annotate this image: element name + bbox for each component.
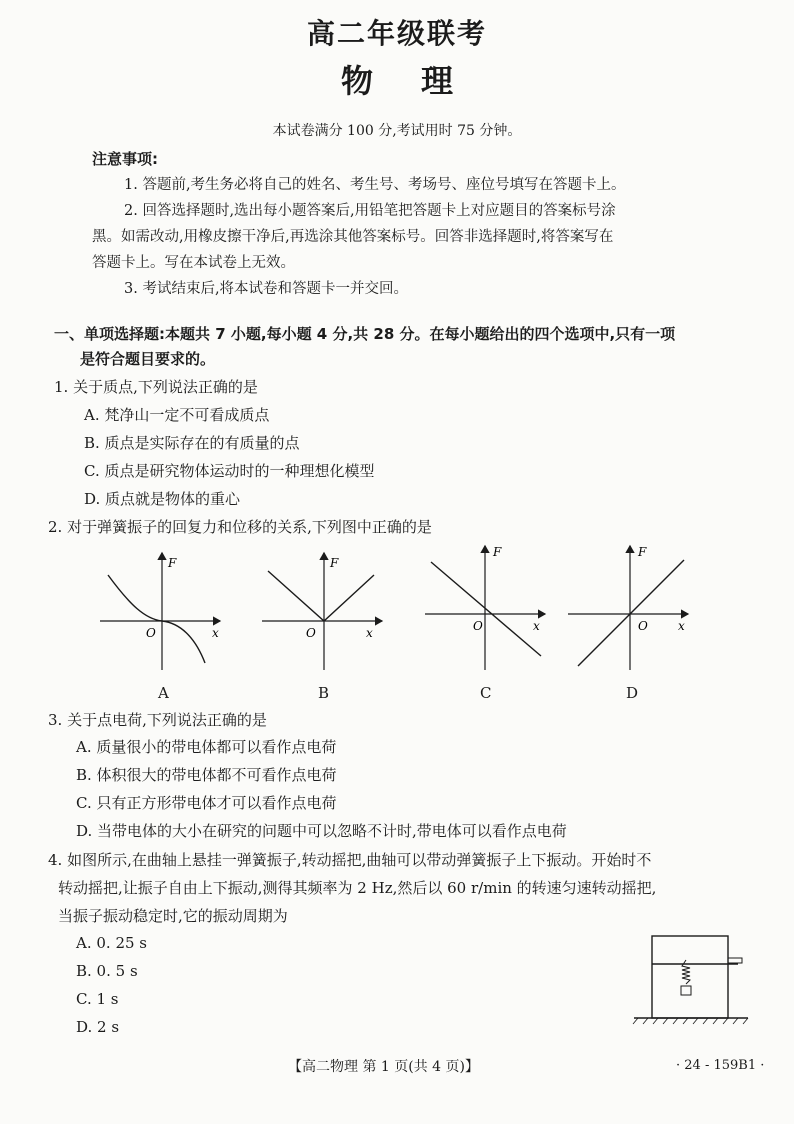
graph-d-line (578, 560, 684, 666)
q4-line-1: 4. 如图所示,在曲轴上悬挂一弹簧振子,转动摇把,曲轴可以带动弹簧振子上下振动。开始时不 (48, 851, 652, 869)
q1-option-b: B. 质点是实际存在的有质量的点 (84, 434, 300, 452)
graph-d-origin: O (638, 619, 648, 633)
graph-b-caption: B (318, 684, 330, 702)
notice-item-2-line-3: 答题卡上。写在本试卷上无效。 (92, 255, 295, 271)
graph-b-line (268, 571, 374, 621)
graph-b-origin: O (306, 626, 316, 640)
graph-a-label-f: F (168, 556, 177, 570)
exam-subtitle: 本试卷满分 100 分,考试用时 75 分钟。 (272, 123, 522, 139)
notice-item-3: 3. 考试结束后,将本试卷和答题卡一并交回。 (124, 281, 409, 297)
apparatus-ground-hatch (633, 1018, 748, 1024)
graph-a (100, 545, 230, 675)
q4-option-a: A. 0. 25 s (76, 934, 148, 952)
graph-b-label-f: F (330, 556, 339, 570)
graph-c-label-f: F (493, 545, 502, 559)
section-heading-line-1: 一、单项选择题:本题共 7 小题,每小题 4 分,共 28 分。在每小题给出的四个选项中,只有一项 (54, 325, 676, 343)
notice-heading: 注意事项: (92, 150, 158, 168)
q1-option-d: D. 质点就是物体的重心 (84, 490, 241, 508)
graph-a-caption: A (158, 684, 169, 702)
q3-option-d: D. 当带电体的大小在研究的问题中可以忽略不计时,带电体可以看作点电荷 (76, 822, 567, 840)
exam-code: · 24 - 159B1 · (676, 1058, 765, 1073)
graph-c-origin: O (473, 619, 483, 633)
q3-option-b: B. 体积很大的带电体都不可看作点电荷 (76, 766, 337, 784)
graph-a-curve (108, 575, 205, 663)
graph-c-caption: C (480, 684, 492, 702)
q4-option-d: D. 2 s (76, 1018, 120, 1036)
q4-line-3: 当振子振动稳定时,它的振动周期为 (58, 907, 288, 925)
notice-item-2-line-2: 黑。如需改动,用橡皮擦干净后,再选涂其他答案标号。回答非选择题时,将答案写在 (92, 229, 614, 245)
graph-a-label-x: x (212, 626, 219, 640)
graph-b-label-x: x (366, 626, 373, 640)
graph-c-line (431, 562, 541, 656)
q4-option-b: B. 0. 5 s (76, 962, 138, 980)
q4-option-c: C. 1 s (76, 990, 119, 1008)
apparatus-mass (681, 986, 691, 995)
graph-d-caption: D (626, 684, 639, 702)
q3-stem: 3. 关于点电荷,下列说法正确的是 (48, 711, 267, 729)
graph-c-label-x: x (533, 619, 540, 633)
q2-stem: 2. 对于弹簧振子的回复力和位移的关系,下列图中正确的是 (48, 518, 432, 536)
q4-line-2: 转动摇把,让振子自由上下振动,测得其频率为 2 Hz,然后以 60 r/min 的转速匀速转动摇把, (58, 879, 657, 897)
graph-b (262, 545, 392, 675)
q3-option-a: A. 质量很小的带电体都可以看作点电荷 (76, 738, 337, 756)
exam-title: 高二年级联考 (306, 17, 487, 50)
notice-item-2-line-1: 2. 回答选择题时,选出每小题答案后,用铅笔把答题卡上对应题目的答案标号涂 (124, 203, 616, 219)
section-heading-line-2: 是符合题目要求的。 (80, 350, 216, 368)
page-footer: 【高二物理 第 1 页(共 4 页)】 (288, 1059, 479, 1075)
section-heading (54, 322, 754, 372)
graph-c (425, 540, 555, 675)
graph-d-label-x: x (678, 619, 685, 633)
q1-option-a: A. 梵净山一定不可看成质点 (84, 406, 270, 424)
graph-a-origin: O (146, 626, 156, 640)
crank-spring-apparatus (632, 930, 752, 1026)
subject-title: 物理 (340, 62, 501, 100)
q1-option-c: C. 质点是研究物体运动时的一种理想化模型 (84, 462, 375, 480)
q1-stem: 1. 关于质点,下列说法正确的是 (54, 378, 258, 396)
apparatus-handle (728, 958, 742, 963)
q3-option-c: C. 只有正方形带电体才可以看作点电荷 (76, 794, 337, 812)
notice-item-1: 1. 答题前,考生务必将自己的姓名、考生号、考场号、座位号填写在答题卡上。 (124, 177, 626, 193)
apparatus-frame (652, 936, 728, 1018)
graph-d (568, 540, 698, 675)
graph-d-label-f: F (638, 545, 647, 559)
